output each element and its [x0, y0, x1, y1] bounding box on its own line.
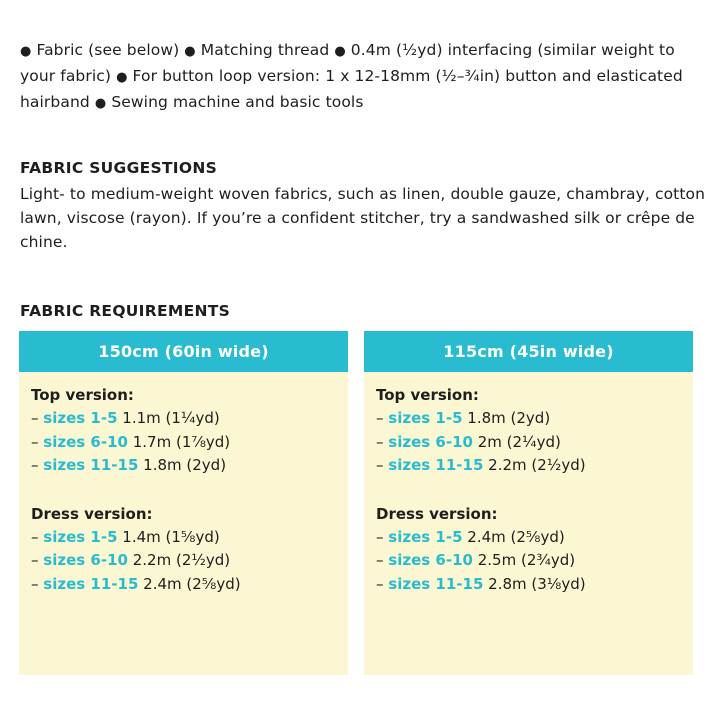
- fabric-amount: 1.8m (2yd): [143, 456, 227, 474]
- top-version-block: [376, 384, 693, 478]
- size-row: [376, 549, 693, 573]
- size-label: sizes 11-15: [43, 456, 139, 474]
- fabric-panel-115cm: [364, 331, 693, 675]
- size-row: [31, 573, 348, 597]
- bullet-icon: ●: [20, 44, 32, 59]
- dash: –: [376, 527, 384, 546]
- size-row: [31, 431, 348, 455]
- size-label: sizes 11-15: [43, 574, 139, 593]
- size-row: [31, 526, 348, 550]
- size-label: sizes 11-15: [388, 456, 484, 474]
- materials-item: 0.4m (½yd) interfacing (similar weight to your fabric): [20, 41, 675, 85]
- dash: –: [31, 574, 39, 593]
- fabric-amount: 2.2m (2½yd): [488, 456, 586, 474]
- fabric-amount: 2.2m (2½yd): [132, 551, 231, 569]
- fabric-suggestions-text: Light- to medium-weight woven fabrics, such as linen, double gauze, chambray, cotton lawn, viscose (rayon). If you’re a confident stitcher, try a sandwashed silk or crêpe de chine.: [20, 185, 706, 251]
- materials-item: Sewing machine and basic tools: [111, 93, 364, 111]
- panel-header: 115cm (45in wide): [364, 331, 693, 372]
- size-row: [376, 407, 693, 431]
- dash: –: [376, 551, 384, 569]
- size-label: sizes 6-10: [43, 432, 128, 451]
- version-title: Dress version:: [376, 504, 498, 523]
- bullet-icon: ●: [334, 44, 346, 59]
- dash: –: [31, 551, 39, 569]
- version-title: Top version:: [376, 386, 479, 404]
- dash: –: [376, 432, 384, 451]
- fabric-panel-150cm: [19, 331, 348, 675]
- dash: –: [31, 409, 39, 427]
- bullet-icon: ●: [94, 96, 107, 111]
- size-label: sizes 1-5: [43, 409, 118, 427]
- size-label: sizes 6-10: [43, 551, 128, 569]
- size-row: [31, 549, 348, 573]
- materials-list: [20, 38, 710, 116]
- panel-body: [364, 372, 693, 596]
- fabric-amount: 2.5m (2¾yd): [477, 551, 576, 569]
- size-label: sizes 1-5: [388, 527, 463, 546]
- dash: –: [376, 456, 384, 474]
- fabric-amount: 2.4m (2⅝yd): [143, 574, 241, 593]
- bullet-icon: ●: [184, 44, 196, 59]
- size-label: sizes 6-10: [388, 432, 473, 451]
- fabric-amount: 2m (2¼yd): [477, 432, 561, 451]
- fabric-amount: 1.1m (1¼yd): [122, 409, 220, 427]
- version-title: Top version:: [31, 386, 134, 404]
- fabric-amount: 1.4m (1⅝yd): [122, 527, 220, 546]
- size-row: [376, 573, 693, 597]
- version-title: Dress version:: [31, 504, 153, 523]
- top-version-block: [31, 384, 348, 478]
- size-label: sizes 1-5: [43, 527, 118, 546]
- dash: –: [31, 456, 39, 474]
- panel-body: [19, 372, 348, 596]
- size-row: [376, 526, 693, 550]
- fabric-amount: 1.7m (1⅞yd): [132, 432, 231, 451]
- size-label: sizes 1-5: [388, 409, 463, 427]
- dress-version-block: [31, 503, 348, 597]
- materials-item: For button loop version: 1 x 12-18mm (½–¾in) button and elasticated hairband: [20, 67, 683, 111]
- size-row: [376, 431, 693, 455]
- size-label: sizes 11-15: [388, 574, 484, 593]
- dress-version-block: [376, 503, 693, 597]
- size-label: sizes 6-10: [388, 551, 473, 569]
- fabric-amount: 2.8m (3⅛yd): [488, 574, 586, 593]
- materials-item: Matching thread: [200, 41, 330, 59]
- materials-item: Fabric (see below): [36, 41, 180, 59]
- size-row: [31, 407, 348, 431]
- bullet-icon: ●: [116, 70, 128, 85]
- dash: –: [376, 409, 384, 427]
- dash: –: [376, 574, 384, 593]
- size-row: [31, 454, 348, 478]
- fabric-amount: 1.8m (2yd): [467, 409, 551, 427]
- fabric-requirements-heading: FABRIC REQUIREMENTS: [20, 302, 231, 320]
- dash: –: [31, 432, 39, 451]
- size-row: [376, 454, 693, 478]
- panel-header: 150cm (60in wide): [19, 331, 348, 372]
- fabric-suggestions-heading: FABRIC SUGGESTIONS: [20, 159, 218, 177]
- fabric-amount: 2.4m (2⅝yd): [467, 527, 565, 546]
- dash: –: [31, 527, 39, 546]
